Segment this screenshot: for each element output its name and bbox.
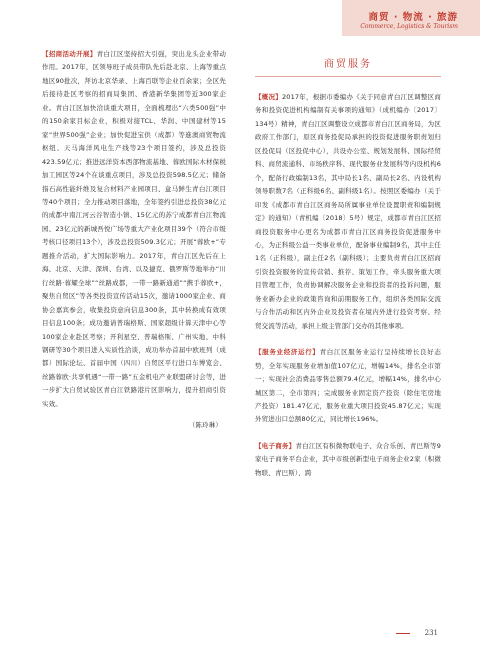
paragraph-text: 2017年，根据市委编办《关于同意青白江区调整区商务和投资促进机构编制有关事项的通知》（成机编办〔2017〕134号）精神，青白江区调整设立成都市青白江区商务局，为区政府工作部门，原区商务投促局承担的投资促进服务职责划归区投促局（区投促中心），共设办公室、规划发展科、国际经贸科、商贸流通科、市场秩序科、现代服务业发展科等内设机构6个，配备行政编制13名，其中局长1名、副局长2名、内设机构领导职数7名（正科级6名、副科级1名）。按照区委编办（关于印发《成都市青白江区商务局所属事业单位设置职责和编制规定》的通知）（青机编〔2018〕5号）规定，成都市青白江区招商投资服务中心更名为成都市青白江区商务投资促进服务中心，为正科级公益一类事业单位，配备事业编制9名，其中主任1名（正科级），副主任2名（副科级）；主要负责青白江区招商引资投资服务的宣传营销、推荐、策划工作，牵头服务重大项目管理工作，负责协调解决服务企业和投资者的投诉问题，服务业新办企业的政策咨询和前期服务工作，组织各类国际交流与合作活动和区内外企业及投资者在境内外进行投资考察、经贸交流等活动，承担上级主管部门交办的其他事项。	[255, 93, 441, 330]
paragraph-text: 青白江区服务业运行呈持续增长良好态势，全年实现服务业增加值107亿元，增幅14%，排名全市第一；实现社会消费品零售总额79.4亿元，增幅14%，排名中心城区第二，全市第四；完成服务业固定资产投资（除住宅房地产投资）181.47亿元，服务业重大项目投资45.87亿元；实现外贸进出口总额80亿元，同比增长196%。	[255, 348, 441, 424]
page-number-rule	[396, 633, 410, 634]
spacer	[255, 333, 441, 346]
paragraph-tag: 【电子商务】	[255, 441, 296, 450]
paragraph-ecommerce	[255, 440, 441, 480]
paragraph-text: 青白江区有积微物联电子、众合乐创、青巴斯等9家电子商务平台企业，其中市级创新型电子商务企业2家（积微物联、青巴斯）、跨	[255, 441, 442, 477]
paragraph-service-economy	[255, 346, 441, 427]
left-column	[42, 48, 226, 433]
paragraph-overview	[255, 91, 441, 333]
spacer	[255, 427, 441, 440]
paragraph-tag: 【服务业经济运行】	[255, 348, 320, 357]
right-column	[255, 58, 441, 480]
header-title-en: Commerce, Logistics & Tourism	[360, 23, 458, 30]
header-title-zh: 商贸 · 物流 · 旅游	[368, 12, 458, 23]
paragraph-tag: 【招商活动开展】	[42, 50, 97, 58]
section-title: 商贸服务	[255, 58, 441, 77]
author-credit: （陈玲琳）	[188, 421, 222, 430]
paragraph-investment-activities	[42, 48, 226, 411]
paragraph-text: 青白江区坚持招大引强，突出龙头企业带动作用。2017年，区领导班子成员带队先后赴北京、上海等重点地区90批次，拜访北京华录、上海百联等企业百余家；全区先后接待赴区考察的招商局集团、香港新华集团等近300家企业。青白江区加快洽谈重大项目，全面梳理出“六类500强”中的150余家目标企业，积极对接TCL、华润、中国建材等15家“世界500强”企业；加快促进宝供（成都）等進澳商贸物流枢纽、天马海洋风电生产线等23个项目签约，涉及总投资423.59亿元；推进远洋资本西部物流基地、蓉欧国际木材保税加工园区等24个在谈重点项目，涉及总投资598.5亿元；储备指石高性能纤维及复合材料产业园项目、盒马鲜生青白江项目等40个项目；全力推动项目落地，全年签约引进总投资38亿元的成都中南江河云谷智造小镇、15亿元的苏宁成都青白江物流园、23亿元的新城吾悦广场等重大产业化项目39个（符合市级考核口径项目13个），涉及总投资509.3亿元；开展“蓉欧+”专题推介活动，扩大国际影响力。2017年，青白江区先后在上海、北京、天津、深圳、台湾、以及捷克、俄罗斯等地举办“川行丝路·蓉耀全球”“丝路成都，一带一路新通道”“携手蓉欧+，聚焦自贸区”等各类投资宣传活动15次，邀请1000家企业、商协会嘉宾参会，收集投资意向信息300条，其中转换成有效项目信息100条；成功邀请普瑞格斯、国家超级计算天津中心等100家企业赴区考察；开利星空、普瑞格斯、广州实地、中科钢研等30个项目进入实质性洽谈，成功举办首届中欧班列（成都）国际论坛、首届中国（四川）自贸区平行进口车博览会、丝路蓉欧·共享机遇“一带一路”五金机电产业联盟研讨会等，进一步扩大自贸试验区青白江铁路港片区影响力，提升招商引资实效。	[42, 50, 227, 408]
page-number: 231	[424, 629, 438, 637]
paragraph-tag: 【概况】	[255, 93, 283, 101]
header-band	[342, 0, 480, 36]
